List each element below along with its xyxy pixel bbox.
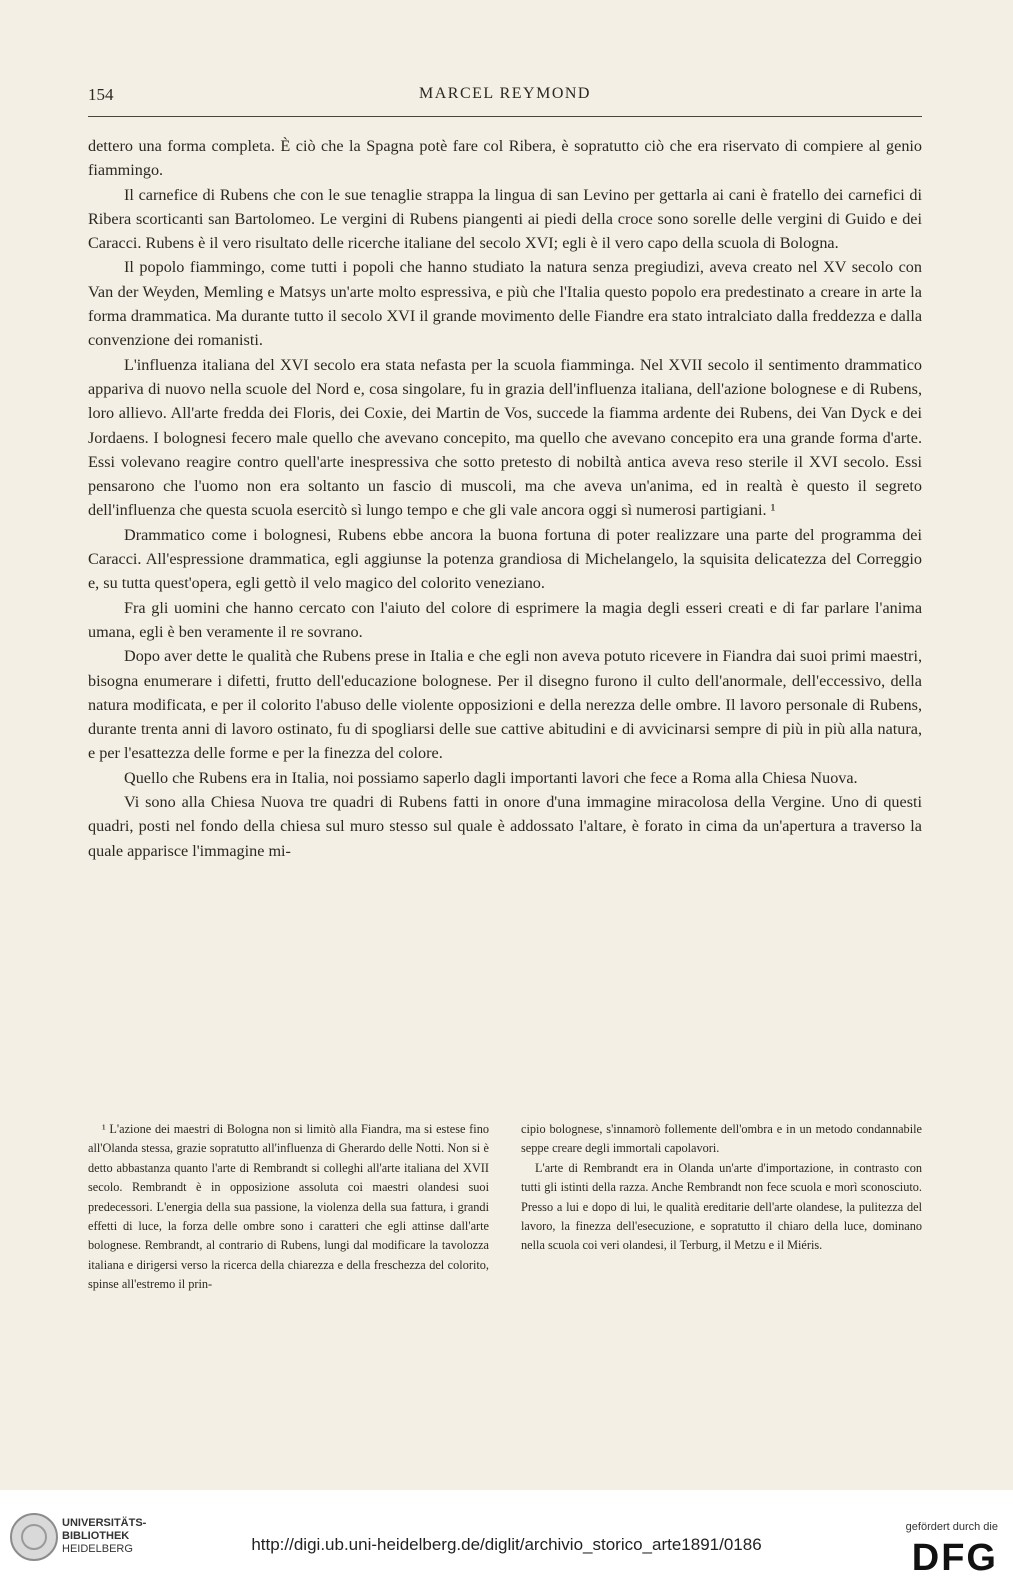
running-title: MARCEL REYMOND	[419, 85, 591, 102]
permalink[interactable]: http://digi.ub.uni-heidelberg.de/diglit/archivio_storico_arte1891/0186	[251, 1535, 762, 1554]
funder-label: gefördert durch die	[905, 1521, 998, 1533]
page-number: 154	[88, 85, 114, 104]
institution-name: UNIVERSITÄTS- BIBLIOTHEK HEIDELBERG	[62, 1517, 147, 1555]
paragraph: Il popolo fiammingo, come tutti i popoli che hanno studiato la natura senza pregiudizi, aveva creato nel XV secolo con Van der Weyden, Memling e Matsys un'arte molto espressiva, e più che l'Italia questo popolo era predestinato a creare in arte la forma drammatica. Ma durante tutto il secolo XVI il grande movimento delle Fiandre era stato intralciato dalla freddezza e dalla convenzione dei romanisti.	[88, 258, 922, 350]
library-footer	[0, 1490, 1013, 1591]
footnote-paragraph: L'arte di Rembrandt era in Olanda un'arte d'importazione, in contrasto con tutti gli istinti della razza. Anche Rembrandt non fece scuola e morì sconosciuto. Presso a lui e dopo di lui, le qualità ereditarie dell'arte olandese, la pulitezza del lavoro, la finezza dell'esecuzione, e sopratutto il chiaro della luce, dominano nella scuola coi veri olandesi, il Terburg, il Metzu e il Miéris.	[521, 1160, 922, 1253]
paragraph: dettero una forma completa. È ciò che la Spagna potè fare col Ribera, è sopratutto ciò che era riservato di compiere al genio fiammingo.	[88, 137, 922, 180]
footnote-column-right	[521, 1120, 922, 1256]
paragraph: Vi sono alla Chiesa Nuova tre quadri di Rubens fatti in onore d'una immagine miracolosa della Vergine. Uno di questi quadri, posti nel fondo della chiesa sul muro stesso sul quale è addossato l'altare, è forato in cima da un'apertura a traverso la quale apparisce l'immagine mi-	[88, 793, 922, 860]
page-header	[88, 85, 922, 109]
header-rule	[88, 116, 922, 117]
paragraph: Fra gli uomini che hanno cercato con l'aiuto del colore di esprimere la magia degli esseri creati e di far parlare l'anima umana, egli è ben veramente il re sovrano.	[88, 598, 922, 641]
paragraph: Drammatico come i bolognesi, Rubens ebbe ancora la buona fortuna di poter realizzare una parte del programma dei Caracci. All'espressione drammatica, egli aggiunse la potenza grandiosa di Michelangelo, la squisita delicatezza del Correggio e, su tutta quest'opera, egli gettò il velo magico del colorito veneziano.	[88, 525, 922, 593]
paragraph: L'influenza italiana del XVI secolo era stata nefasta per la scuola fiamminga. Nel XVII secolo il sentimento drammatico appariva di nuovo nella scuole del Nord e, cosa singolare, fu in grazia dell'influenza italiana, dell'azione bolognese e di Rubens, loro allievo. All'arte fredda dei Floris, dei Coxie, dei Martin de Vos, succede la fiamma ardente dei Rubens, dei Van Dyck e dei Jordaens. I bolognesi fecero male quello che avevano concepito, ma quello che avevano concepito era una grande forma d'arte. Essi volevano reagire contro quell'arte inespressiva che sotto pretesto di nobiltà antica aveva reso sterile il XVI secolo. Essi pensarono che l'uomo non era soltanto un fascio di muscoli, ma che aveva un'anima, ed in realtà è questo il segreto dell'influenza che questa scuola esercitò sì lungo tempo e che gli vale ancora oggi sì numerosi partigiani. ¹	[88, 355, 922, 520]
footnote: ¹ L'azione dei maestri di Bologna non si limitò alla Fiandra, ma si estese fino all'Olanda stessa, grazie sopratutto all'influenza di Gherardo delle Notti. Non si è detto abbastanza quanto l'arte di Rembrandt si colleghi all'arte italiana del XVII secolo. Rembrandt è in opposizione assoluta coi maestri olandesi suoi predecessori. L'energia della sua passione, la violenza della sua fattura, i grandi effetti di luce, la forza delle ombre sono i caratteri che egli attinse dall'arte bolognese. Rembrandt, al contrario di Rubens, lungi dal modificare la tavolozza italiana e dirigersi verso la ricerca della chiarezza e della freschezza del colorito, spinse all'estremo il prin-	[88, 1122, 489, 1292]
dfg-logo: DFG	[911, 1537, 998, 1579]
paragraph: Quello che Rubens era in Italia, noi possiamo saperlo dagli importanti lavori che fece a Roma alla Chiesa Nuova.	[124, 768, 858, 787]
paragraph: Il carnefice di Rubens che con le sue tenaglie strappa la lingua di san Levino per gettarla ai cani è fratello dei carnefici di Ribera scorticanti san Bartolomeo. Le vergini di Rubens piangenti ai piedi della croce sono sorelle delle vergini di Guido e dei Caracci. Rubens è il vero risultato delle ricerche italiane del secolo XVI; egli è il vero capo della scuola di Bologna.	[88, 185, 922, 253]
paragraph: Dopo aver dette le qualità che Rubens prese in Italia e che egli non aveva potuto ricevere in Fiandra dai suoi primi maestri, bisogna enumerare i difetti, frutto dell'educazione bolognese. Per il disegno furono il culto dell'anormale, dell'eccessivo, della natura modificata, e per il colorito l'abuso delle violente opposizioni e della nerezza delle ombre. Il lavoro personale di Rubens, durante trenta anni di lavoro ostinato, fu di spogliarsi delle sue cattive abitudini e di avvicinarsi sempre di più in più alla natura, e per l'esattezza delle forme e per la finezza del colore.	[88, 647, 922, 763]
footnote-continuation: cipio bolognese, s'innamorò follemente dell'ombra e in un metodo condannabile seppe creare degli immortali capolavori.	[521, 1122, 922, 1156]
footnote-column-left	[88, 1120, 489, 1295]
body-text	[88, 134, 922, 863]
